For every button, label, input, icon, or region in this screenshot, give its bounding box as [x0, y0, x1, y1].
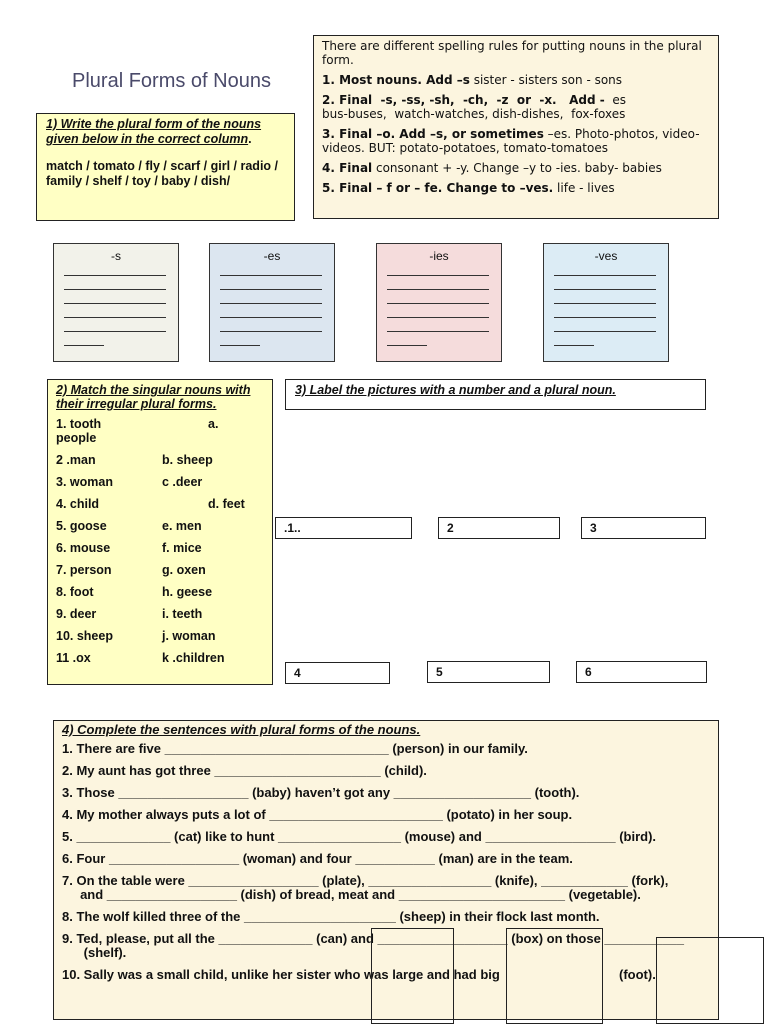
match-row	[56, 497, 264, 519]
answer-line[interactable]	[220, 289, 322, 290]
column-heading: -s	[111, 249, 121, 263]
sentence-8[interactable]: 8. The wolf killed three of the _____________________ (sheep) in their flock last month.	[62, 909, 600, 924]
sentence-10[interactable]: 10. Sally was a small child, unlike her sister who was large and had big (foot).	[62, 967, 656, 982]
plural-option: e. men	[162, 519, 202, 533]
singular-noun: 2 .man	[56, 453, 96, 467]
exercise-1-heading: 1) Write the plural form of the nouns given below in the correct column	[46, 117, 262, 146]
picture-label-6[interactable]: 6	[576, 661, 707, 683]
answer-line[interactable]	[554, 289, 656, 290]
plural-option: i. teeth	[162, 607, 203, 621]
sentence-4[interactable]: 4. My mother always puts a lot of ________________________ (potato) in her soup.	[62, 807, 573, 822]
plural-option-wrapped: people	[56, 431, 97, 445]
match-row	[56, 541, 264, 563]
answer-line[interactable]	[387, 275, 489, 276]
answer-line[interactable]	[220, 317, 322, 318]
singular-noun: 4. child	[56, 497, 100, 511]
answer-line[interactable]	[64, 345, 104, 346]
plural-option: g. oxen	[162, 563, 206, 577]
column-heading: -es	[263, 249, 281, 263]
singular-noun: 10. sheep	[56, 629, 113, 643]
answer-line[interactable]	[554, 331, 656, 332]
exercise-1-word-list: match / tomato / fly / scarf / girl / radio / family / shelf / toy / baby / dish/	[46, 159, 278, 188]
rules-intro: There are different spelling rules for putting nouns in the plural form.	[322, 39, 702, 67]
column-heading: -ves	[594, 249, 618, 263]
plural-option: c .deer	[162, 475, 203, 489]
picture-label-5[interactable]: 5	[427, 661, 550, 683]
match-row	[56, 453, 264, 475]
match-row	[56, 607, 264, 629]
answer-line[interactable]	[220, 345, 260, 346]
singular-noun: 9. deer	[56, 607, 97, 621]
answer-line[interactable]	[387, 317, 489, 318]
singular-noun: 6. mouse	[56, 541, 111, 555]
plural-option: d. feet	[208, 497, 245, 511]
answer-line[interactable]	[220, 303, 322, 304]
singular-noun: 3. woman	[56, 475, 113, 489]
picture-label-2[interactable]: 2	[438, 517, 560, 539]
answer-line[interactable]	[554, 275, 656, 276]
answer-line[interactable]	[64, 303, 166, 304]
answer-line[interactable]	[64, 275, 166, 276]
answer-line[interactable]	[387, 331, 489, 332]
answer-line[interactable]	[64, 331, 166, 332]
picture-frame	[371, 928, 454, 1024]
singular-noun: 1. tooth	[56, 417, 102, 431]
page-title: Plural Forms of Nouns	[72, 70, 271, 92]
singular-noun: 8. foot	[56, 585, 94, 599]
rule-3: 3. Final –o. Add –s, or sometimes –es. Photo-photos, video-videos. BUT: potato-potatoes, tomato-tomatoes	[322, 127, 700, 155]
picture-frame	[656, 937, 764, 1024]
singular-noun: 5. goose	[56, 519, 107, 533]
sentence-1[interactable]: 1. There are five _______________________________ (person) in our family.	[62, 741, 528, 756]
answer-line[interactable]	[387, 289, 489, 290]
plural-option: b. sheep	[162, 453, 213, 467]
answer-line[interactable]	[387, 345, 427, 346]
plural-column-1	[209, 243, 335, 362]
match-row	[56, 651, 264, 673]
plural-option: f. mice	[162, 541, 202, 555]
answer-line[interactable]	[64, 317, 166, 318]
spelling-rules-box	[313, 35, 719, 219]
picture-label-3[interactable]: 3	[581, 517, 706, 539]
match-row	[56, 519, 264, 541]
sentence-7[interactable]: 7. On the table were __________________ (plate), _________________ (knife), ____________ (fork), and __________________ (dish) of bread, meat and _______________________ (vegetable).	[62, 873, 669, 902]
match-row	[56, 475, 264, 497]
match-row	[56, 585, 264, 607]
answer-line[interactable]	[64, 289, 166, 290]
rule-5: 5. Final – f or – fe. Change to –ves. life - lives	[322, 181, 615, 195]
sentence-2[interactable]: 2. My aunt has got three _______________________ (child).	[62, 763, 427, 778]
plural-option: k .children	[162, 651, 225, 665]
answer-line[interactable]	[554, 317, 656, 318]
answer-line[interactable]	[554, 345, 594, 346]
picture-label-1[interactable]: .1..	[275, 517, 412, 539]
match-row	[56, 417, 264, 453]
match-row	[56, 629, 264, 651]
exercise-4-heading: 4) Complete the sentences with plural forms of the nouns.	[62, 722, 421, 737]
exercise-2-heading: 2) Match the singular nouns with their irregular plural forms.	[56, 383, 251, 411]
column-heading: -ies	[429, 249, 449, 263]
picture-frame	[506, 928, 603, 1024]
rule-1: 1. Most nouns. Add –s sister - sisters son - sons	[322, 73, 623, 87]
plural-column-0	[53, 243, 179, 362]
exercise-2-box	[47, 379, 273, 685]
plural-column-3	[543, 243, 669, 362]
exercise-3-heading: 3) Label the pictures with a number and a plural noun.	[295, 383, 616, 397]
answer-line[interactable]	[554, 303, 656, 304]
rule-4: 4. Final consonant + -y. Change –y to -ies. baby- babies	[322, 161, 662, 175]
rule-2: 2. Final -s, -ss, -sh, -ch, -z or -x. Add - es bus-buses, watch-watches, dish-dishes, fox-foxes	[322, 93, 627, 121]
singular-noun: 7. person	[56, 563, 112, 577]
match-row	[56, 563, 264, 585]
plural-option: j. woman	[162, 629, 216, 643]
sentence-5[interactable]: 5. _____________ (cat) like to hunt _________________ (mouse) and __________________ (bird).	[62, 829, 657, 844]
sentence-3[interactable]: 3. Those __________________ (baby) haven’t got any ___________________ (tooth).	[62, 785, 580, 800]
sentence-6[interactable]: 6. Four __________________ (woman) and four ___________ (man) are in the team.	[62, 851, 573, 866]
plural-option: a.	[208, 417, 219, 431]
sentence-9[interactable]: 9. Ted, please, put all the _____________ (can) and __________________ (box) on those ___________ (shelf).	[62, 931, 684, 960]
plural-option: h. geese	[162, 585, 213, 599]
exercise-1-box: 1) Write the plural form of the nouns given below in the correct column. match / tomato / fly / scarf / girl / radio / family / shelf / toy / baby / dish/	[36, 113, 295, 221]
plural-column-2	[376, 243, 502, 362]
answer-line[interactable]	[220, 331, 322, 332]
singular-noun: 11 .ox	[56, 651, 91, 665]
exercise-3-heading-box	[285, 379, 706, 410]
answer-line[interactable]	[387, 303, 489, 304]
answer-line[interactable]	[220, 275, 322, 276]
picture-label-4[interactable]: 4	[285, 662, 390, 684]
